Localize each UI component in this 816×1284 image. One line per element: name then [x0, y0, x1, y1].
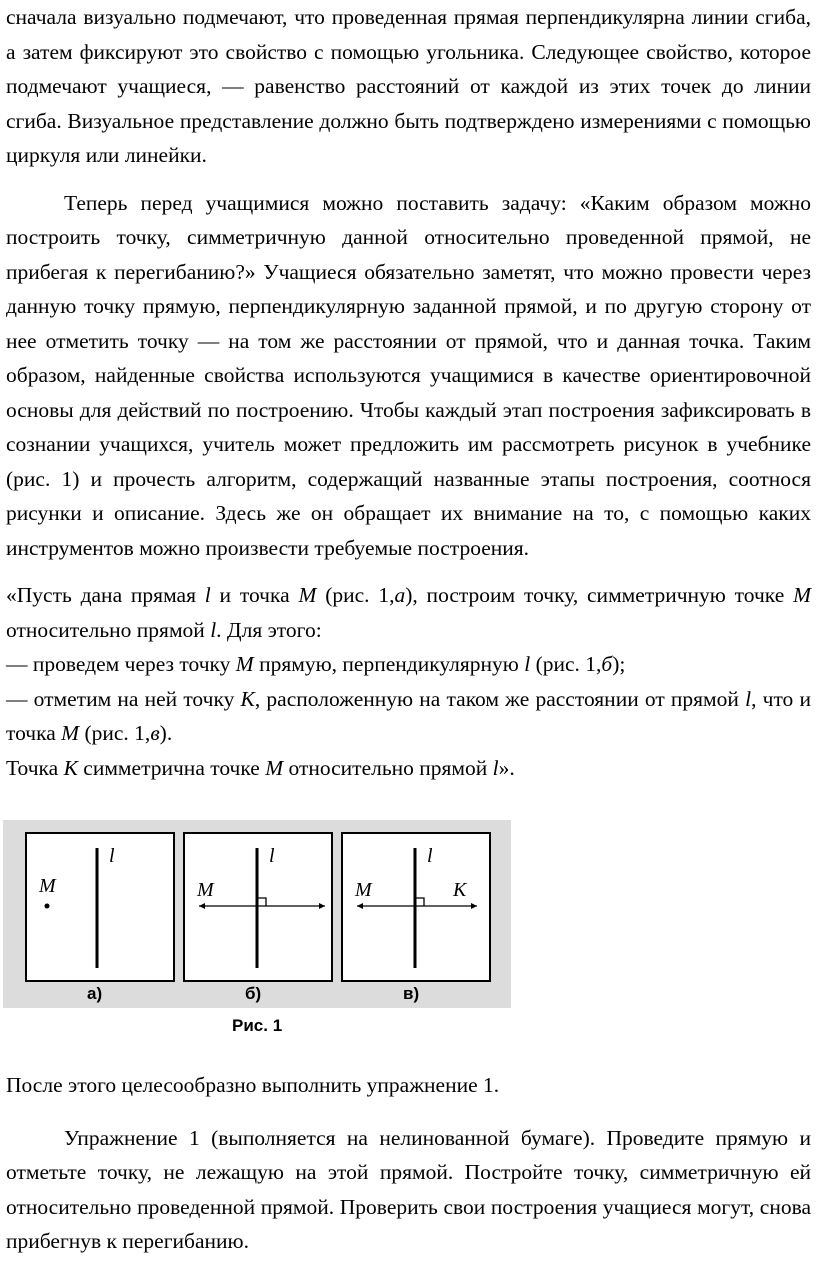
arrow-right: [471, 903, 477, 909]
right-angle-mark: [258, 898, 266, 906]
arrow-left: [199, 903, 205, 909]
quote-line-3: — отметим на ней точку K, расположенную на таком же расстоянии от прямой l, что и точка M (рис. 1,в).: [6, 686, 811, 745]
caption-c: в): [403, 984, 420, 1003]
paragraph-2: Теперь перед учащимися можно поставить задачу: «Каким образом можно построить точку, симметричную данной относительно проведенной прямой, не прибегая к перегибанию?» Учащиеся обязательно заметят, что можно провести через данную точку прямую, перпендикулярную заданной прямой, и по другую сторону от нее отметить точку — на том же расстоянии от прямой, что и данная точка. Таким образом, найденные свойства используются учащимися в качестве ориентировочной основы для действий по построению. Чтобы каждый этап построения зафиксировать в сознании учащихся, учитель может предложить им рассмотреть рисунок в учебнике (рис. 1) и прочесть алгоритм, содержащий названные этапы построения, соотнося рисунки и описание. Здесь же он обращает их внимание на то, с помощью каких инструментов можно произвести требуемые построения.: [6, 190, 811, 560]
figure-panel-b: [183, 832, 333, 982]
label-M: M: [39, 875, 56, 897]
arrow-right: [319, 903, 325, 909]
label-K: K: [453, 879, 467, 901]
point-M: [45, 904, 50, 909]
paragraph-3: После этого целесообразно выполнить упражнение 1.: [6, 1073, 500, 1097]
label-l: l: [269, 845, 275, 867]
after-figure-block: [6, 1068, 811, 1259]
caption-a: а): [87, 984, 103, 1003]
paragraph-1: сначала визуально подмечают, что проведенная прямая перпендикулярна линии сгиба, а затем фиксируют это свойство с помощью угольника. Следующее свойство, которое подмечают учащиеся, — равенство расстояний от каждой из этих точек до линии сгиба. Визуальное представление должно быть подтверждено измерениями с помощью циркуля или линейки.: [6, 5, 811, 167]
arrow-left: [357, 903, 363, 909]
label-M: M: [197, 879, 214, 901]
paragraph-4: Упражнение 1 (выполняется на нелинованной бумаге). Проведите прямую и отметьте точку, не лежащую на этой прямой. Постройте точку, симметричную ей относительно проведенной прямой. Проверить свои построения учащиеся могут, снова прибегнув к перегибанию.: [6, 1125, 811, 1253]
right-angle-mark: [416, 898, 424, 906]
quote-line-4: Точка K симметрична точке M относительно прямой l».: [6, 755, 515, 780]
caption-b: б): [245, 984, 262, 1003]
document-page: [6, 0, 811, 785]
figure-panel-a: [25, 832, 175, 982]
label-l: l: [109, 845, 115, 867]
figure-1: [3, 820, 511, 1008]
quote-line-2: — проведем через точку M прямую, перпендикулярную l (рис. 1,б);: [6, 652, 626, 676]
figure-title: Рис. 1: [232, 1016, 283, 1035]
label-M: M: [355, 879, 372, 901]
label-l: l: [427, 845, 433, 867]
quote-line-1: «Пусть дана прямая l и точка M (рис. 1,а), построим точку, симметричную точке M относительно прямой l. Для этого:: [6, 583, 811, 642]
figure-panel-c: [341, 832, 491, 982]
